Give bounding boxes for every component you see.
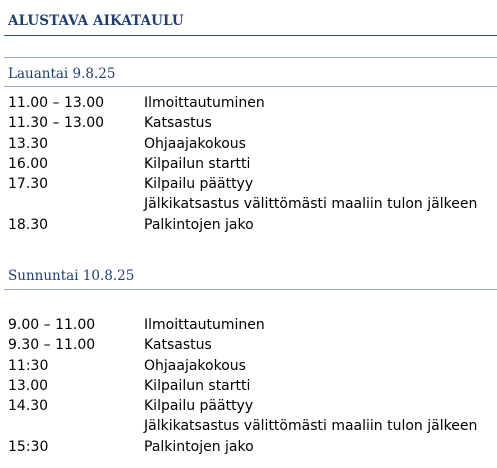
row-time: 15:30 [8, 438, 49, 455]
title-rule [4, 35, 497, 36]
row-event: Kilpailu päättyy [144, 398, 254, 415]
row-time: 13.30 [8, 135, 49, 152]
schedule-row [8, 376, 497, 396]
schedule-row [8, 215, 497, 235]
section-heading-saturday: Lauantai 9.8.25 [8, 66, 116, 82]
section-heading-sunday: Sunnuntai 10.8.25 [8, 268, 135, 284]
row-time: 16.00 [8, 155, 49, 172]
row-event: Palkintojen jako [144, 216, 254, 233]
schedule-row [8, 93, 497, 113]
row-time: 11:30 [8, 357, 49, 374]
row-event: Palkintojen jako [144, 438, 254, 455]
row-event: Jälkikatsastus välittömästi maaliin tulon jälkeen [144, 418, 478, 435]
schedule-row [8, 437, 497, 457]
schedule-row [8, 194, 497, 214]
row-time: 13.00 [8, 377, 49, 394]
section-rule-saturday [4, 86, 497, 87]
row-time: 11.00 – 13.00 [8, 95, 105, 111]
row-time: 14.30 [8, 398, 49, 415]
row-event: Kilpailu päättyy [144, 176, 254, 193]
row-event: Katsastus [144, 115, 212, 132]
schedule-row [8, 134, 497, 154]
row-event: Kilpailun startti [144, 377, 251, 394]
schedule-row [8, 315, 497, 335]
row-time: 18.30 [8, 216, 49, 233]
schedule-sunday [8, 315, 497, 457]
section-rule-sunday [4, 289, 497, 290]
schedule-row [8, 356, 497, 376]
row-event: Ohjaajakokous [144, 357, 246, 374]
row-event: Ilmoittautuminen [144, 95, 265, 111]
title-rule-secondary [4, 57, 497, 58]
row-event: Ilmoittautuminen [144, 317, 265, 333]
row-event: Jälkikatsastus välittömästi maaliin tulon jälkeen [144, 196, 478, 213]
schedule-row [8, 154, 497, 174]
row-time: 11.30 – 13.00 [8, 115, 105, 132]
page-title: ALUSTAVA AIKATAULU [8, 13, 184, 29]
schedule-row [8, 113, 497, 133]
schedule-row [8, 174, 497, 194]
row-time: 9.30 – 11.00 [8, 337, 96, 354]
row-time: 17.30 [8, 176, 49, 193]
schedule-row [8, 396, 497, 416]
row-time: 9.00 – 11.00 [8, 317, 96, 333]
row-event: Ohjaajakokous [144, 135, 246, 152]
row-event: Katsastus [144, 337, 212, 354]
schedule-saturday [8, 93, 497, 235]
schedule-row [8, 335, 497, 355]
schedule-row [8, 416, 497, 436]
row-event: Kilpailun startti [144, 155, 251, 172]
